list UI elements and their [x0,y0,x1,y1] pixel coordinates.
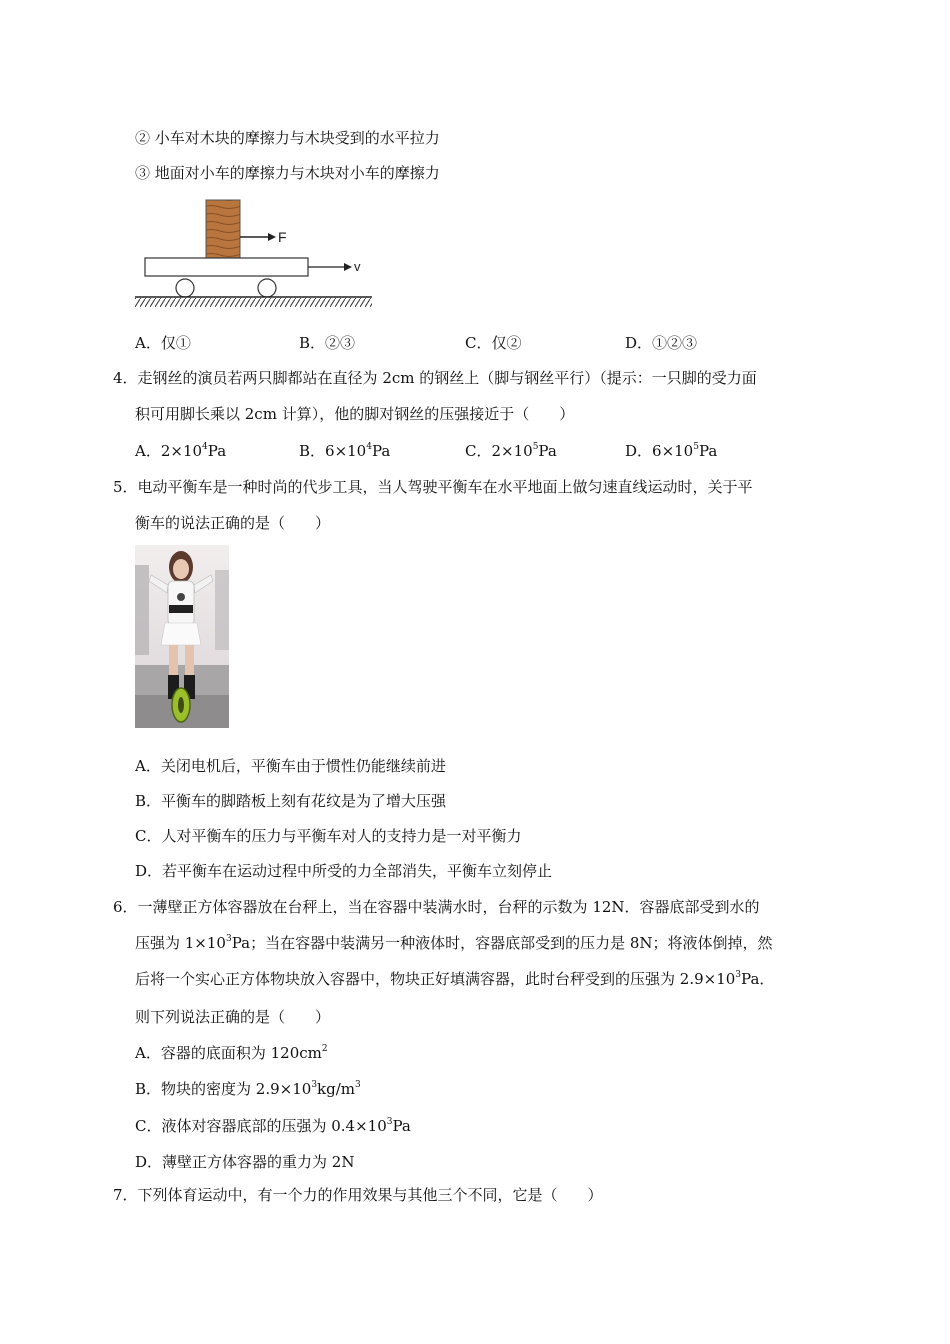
q4-option-c: C．$2\times 10^5Pa$ [465,442,557,460]
wood-block [206,200,240,258]
q3-option-d: D．①②③ [625,334,698,352]
q5-option-b: B．平衡车的脚踏板上刻有花纹是为了增大压强 [135,792,447,810]
cart-board [145,258,308,276]
q6-stem-line-4: 则下列说法正确的是（ ） [135,1008,331,1026]
force-label: F [278,229,287,245]
cart-wheel-left [176,279,194,297]
ground-hatch [135,298,372,307]
cart-block-figure [130,195,380,310]
q4-stem-line-2: 积可用脚长乘以 2cm 计算），他的脚对钢丝的压强接近于（ ） [135,405,575,423]
cart-wheel-right [258,279,276,297]
q6-option-d: D．薄壁正方体容器的重力为 2N [135,1153,355,1171]
q3-item-2: ② 小车对木块的摩擦力与木块受到的水平拉力 [135,129,440,147]
q5-stem-line-1: 5．电动平衡车是一种时尚的代步工具，当人驾驶平衡车在水平地面上做匀速直线运动时，关于平 [113,478,753,496]
q5-stem-line-2: 衡车的说法正确的是（ ） [135,514,331,532]
q5-option-c: C．人对平衡车的压力与平衡车对人的支持力是一对平衡力 [135,827,522,845]
velocity-label: v [354,259,361,274]
q3-option-c: C．仅② [465,334,522,352]
q5-option-a: A．关闭电机后，平衡车由于惯性仍能继续前进 [135,757,446,775]
q4-option-d: D．$6\times 10^5Pa$ [625,442,718,460]
q3-option-a: A．仅① [135,334,191,352]
q3-option-b: B．②③ [299,334,356,352]
q6-option-b: B．物块的密度为 $2.9\times 10^3kg/m^3$ [135,1080,361,1098]
q3-item-3: ③ 地面对小车的摩擦力与木块对小车的摩擦力 [135,164,440,182]
q5-option-d: D．若平衡车在运动过程中所受的力全部消失，平衡车立刻停止 [135,862,553,880]
q6-option-a: A．容器的底面积为 $120cm^2$ [135,1044,328,1062]
q6-option-c: C．液体对容器底部的压强为 $0.4\times 10^3Pa$ [135,1117,411,1135]
q4-stem-line-1: 4．走钢丝的演员若两只脚都站在直径为 2cm 的钢丝上（脚与钢丝平行）（提示：一只脚的受力面 [113,369,757,387]
q7-stem-line-1: 7．下列体育运动中，有一个力的作用效果与其他三个不同，它是（ ） [113,1186,603,1204]
q6-stem-line-2: 压强为 $1\times 10^3Pa$；当在容器中装满另一种液体时，容器底部受到的压力是 8N；将液体倒掉，然 [135,934,773,952]
q6-stem-line-1: 6．一薄壁正方体容器放在台秤上，当在容器中装满水时，台秤的示数为 12N．容器底部受到水的 [113,898,760,916]
q4-option-a: A．$2\times 10^4Pa$ [135,442,227,460]
q4-option-b: B．$6\times 10^4Pa$ [299,442,391,460]
balance-scooter-photo [135,545,229,728]
q6-stem-line-3: 后将一个实心正方体物块放入容器中，物块正好填满容器，此时台秤受到的压强为 $2.9\times 10^3Pa$． [135,970,775,988]
